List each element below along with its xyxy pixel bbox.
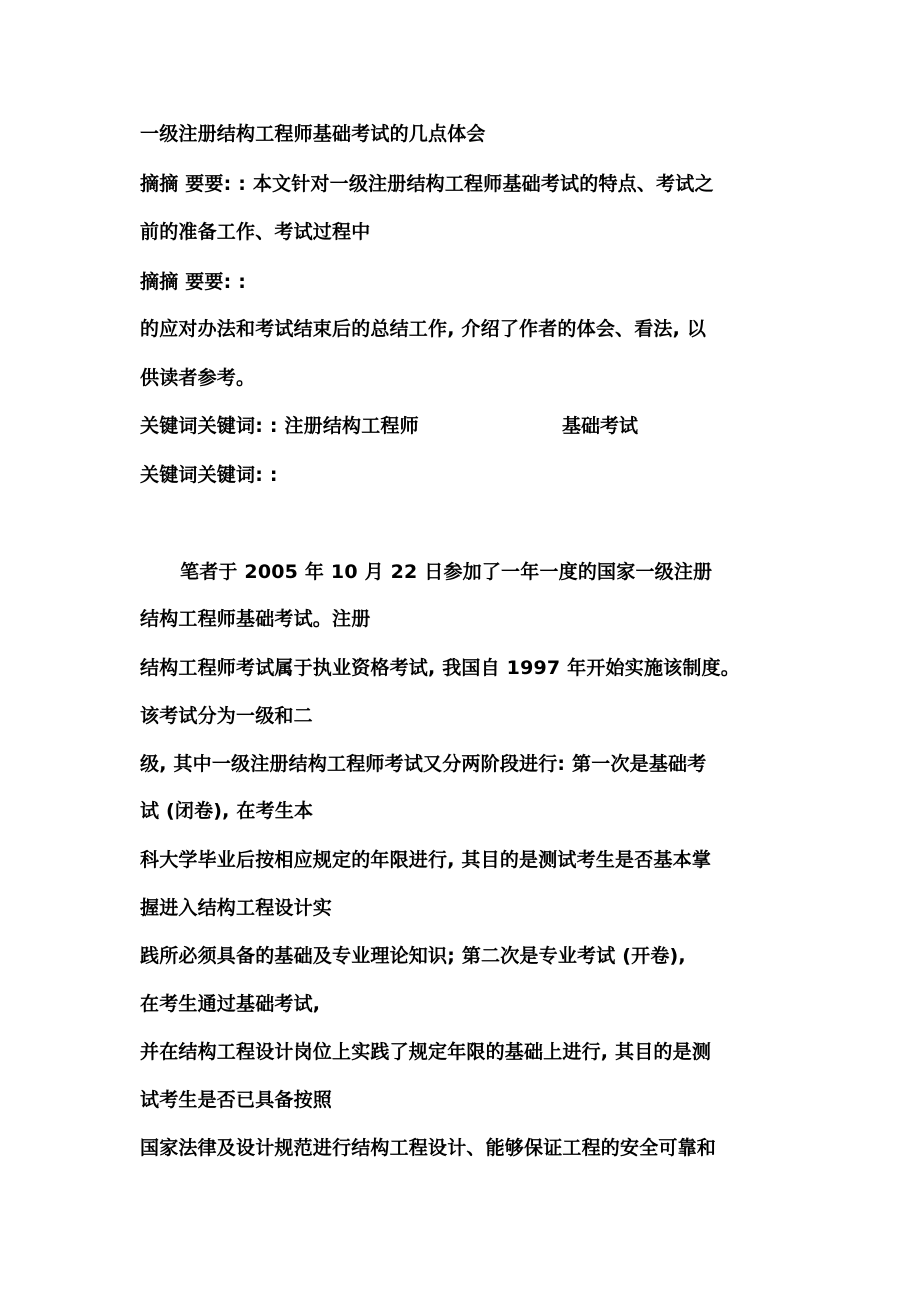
body-line: 级, 其中一级注册结构工程师考试又分两阶段进行: 第一次是基础考 bbox=[140, 753, 707, 775]
body-line: 笔者于 2005 年 10 月 22 日参加了一年一度的国家一级注册 bbox=[180, 561, 713, 583]
body-line: 试考生是否已具备按照 bbox=[140, 1089, 333, 1111]
document-title: 一级注册结构工程师基础考试的几点体会 bbox=[140, 123, 486, 145]
keywords-second: 基础考试 bbox=[562, 415, 639, 437]
abstract-label-repeat: 摘摘 要要: : bbox=[140, 271, 247, 293]
abstract-line-4: 供读者参考。 bbox=[140, 367, 256, 389]
body-line: 在考生通过基础考试, bbox=[140, 993, 321, 1015]
body-line: 该考试分为一级和二 bbox=[140, 705, 313, 727]
body-line: 国家法律及设计规范进行结构工程设计、能够保证工程的安全可靠和 bbox=[140, 1137, 717, 1159]
body-line: 结构工程师基础考试。注册 bbox=[140, 608, 371, 630]
keywords-line: 关键词关键词: : 注册结构工程师 bbox=[140, 415, 419, 437]
body-line: 并在结构工程设计岗位上实践了规定年限的基础上进行, 其目的是测 bbox=[140, 1041, 712, 1063]
body-line: 科大学毕业后按相应规定的年限进行, 其目的是测试考生是否基本掌 bbox=[140, 849, 712, 871]
body-line: 践所必须具备的基础及专业理论知识; 第二次是专业考试 (开卷), bbox=[140, 945, 686, 967]
keywords-label-repeat: 关键词关键词: : bbox=[140, 464, 278, 486]
abstract-line-3: 的应对办法和考试结束后的总结工作, 介绍了作者的体会、看法, 以 bbox=[140, 318, 707, 340]
abstract-line-2: 前的准备工作、考试过程中 bbox=[140, 221, 371, 243]
body-line: 试 (闭卷), 在考生本 bbox=[140, 800, 314, 822]
body-line: 结构工程师考试属于执业资格考试, 我国自 1997 年开始实施该制度。 bbox=[140, 657, 740, 679]
abstract-line-1: 摘摘 要要: : 本文针对一级注册结构工程师基础考试的特点、考试之 bbox=[140, 173, 714, 195]
body-line: 握进入结构工程设计实 bbox=[140, 897, 333, 919]
